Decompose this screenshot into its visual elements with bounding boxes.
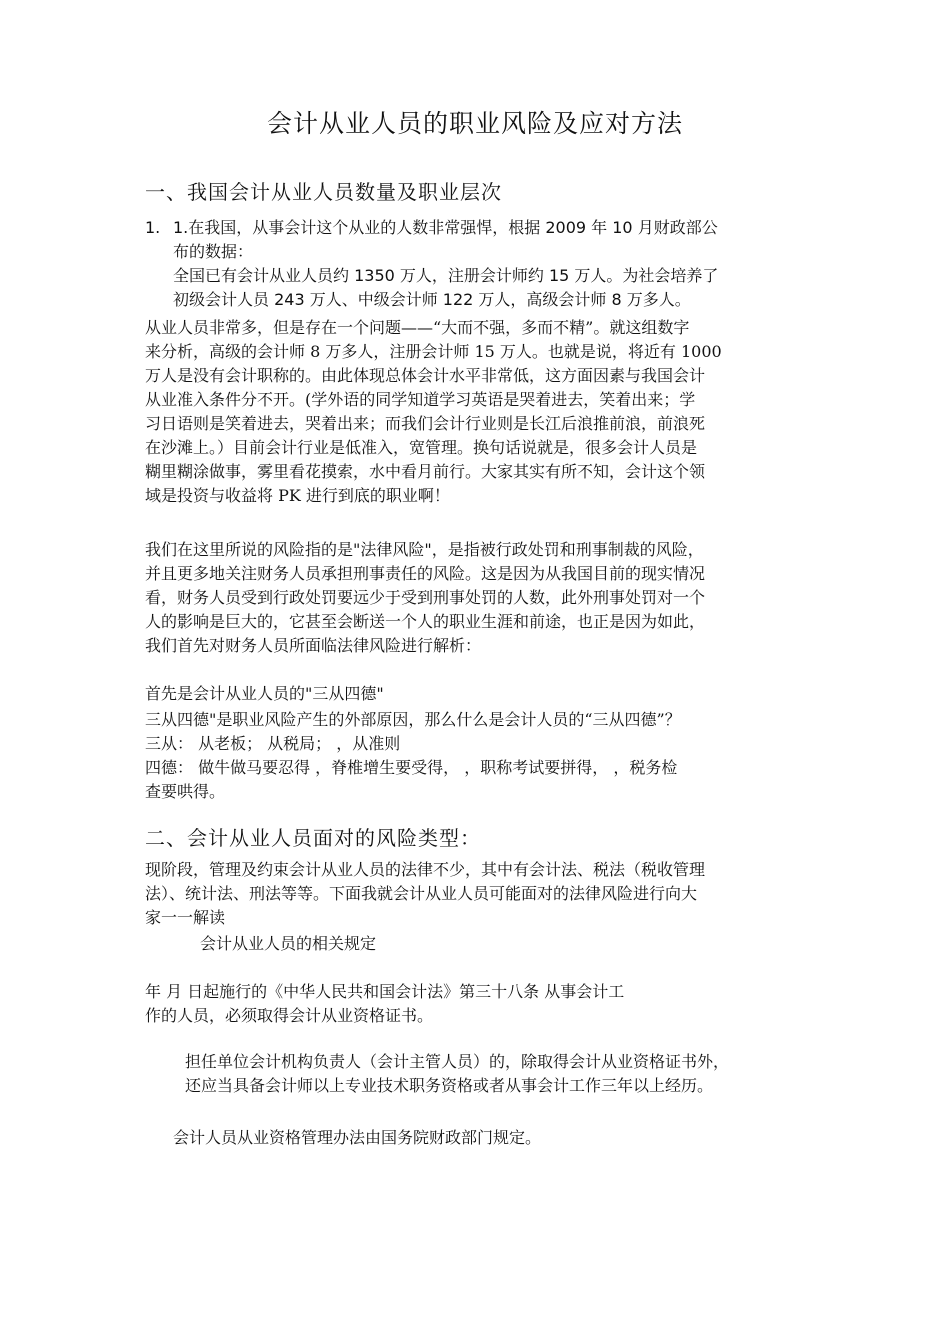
- list-item-text: 1.在我国，从事会计这个从业的人数非常强悍，根据 2009 年 10 月财政部公 布的数据：: [173, 218, 718, 261]
- paragraph: 会计人员从业资格管理办法由国务院财政部门规定。: [173, 1128, 542, 1147]
- paragraph: 从业人员非常多，但是存在一个问题——“大而不强，多而不精”。就这组数字 来分析，高级的会计师 8 万多人，注册会计师 15 万人。也就是说，将近有 1000 万人是没有会计职称的。由此体现总体会计水平非常低，这方面因素与我国会计 从业准入条件分不开。(学外语的同学知道学习英语是哭着进去，笑着出来；学 习日语则是笑着进去，哭着出来；而我们会计行业则是长江后浪推前浪，前浪死 在沙滩上。）目前会计行业是低准入，宽管理。换句话说就是，很多会计人员是 糊里糊涂做事，雾里看花摸索，水中看月前行。大家其实有所不知，会计这个领 域是投资与收益将 PK 进行到底的职业啊！: [145, 318, 722, 505]
- section-heading-2: 二、会计从业人员面对的风险类型：: [145, 826, 481, 850]
- paragraph: 年 月 日起施行的《中华人民共和国会计法》第三十八条 从事会计工 作的人员，必须取得会计从业资格证书。: [145, 982, 625, 1025]
- section-heading-1: 一、我国会计从业人员数量及职业层次: [145, 180, 502, 204]
- paragraph: 四德： 做牛做马要忍得 ，脊椎增生要受得， ，职称考试要拼得， ，税务检 查要哄得。: [145, 758, 678, 801]
- subheading: 会计从业人员的相关规定: [200, 934, 377, 953]
- paragraph: 三从四德"是职业风险产生的外部原因，那么什么是会计人员的“三从四德”？ 三从： 从老板； 从税局； ，从准则: [145, 710, 681, 753]
- list-number: 1.: [145, 218, 161, 237]
- page-title: 会计从业人员的职业风险及应对方法: [266, 109, 683, 138]
- paragraph: 现阶段，管理及约束会计从业人员的法律不少，其中有会计法、税法（税收管理 法）、统计法、刑法等等。下面我就会计从业人员可能面对的法律风险进行向大 家一一解读: [145, 860, 706, 927]
- paragraph: 我们在这里所说的风险指的是"法律风险"，是指被行政处罚和刑事制裁的风险， 并且更多地关注财务人员承担刑事责任的风险。这是因为从我国目前的现实情况 看，财务人员受到行政处罚要远少于受到刑事处罚的人数，此外刑事处罚对一个 人的影响是巨大的，它甚至会断送一个人的职业生涯和前途，也正是因为如此， 我们首先对财务人员所面临法律风险进行解析： 首先是会计从业人员的"三从四德": [145, 540, 706, 703]
- statistics-text: 全国已有会计从业人员约 1350 万人，注册会计师约 15 万人。为社会培养了 初级会计人员 243 万人、中级会计师 122 万人，高级会计师 8 万多人。: [173, 266, 719, 309]
- paragraph: 担任单位会计机构负责人（会计主管人员）的，除取得会计从业资格证书外， 还应当具备会计师以上专业技术职务资格或者从事会计工作三年以上经历。: [185, 1052, 730, 1095]
